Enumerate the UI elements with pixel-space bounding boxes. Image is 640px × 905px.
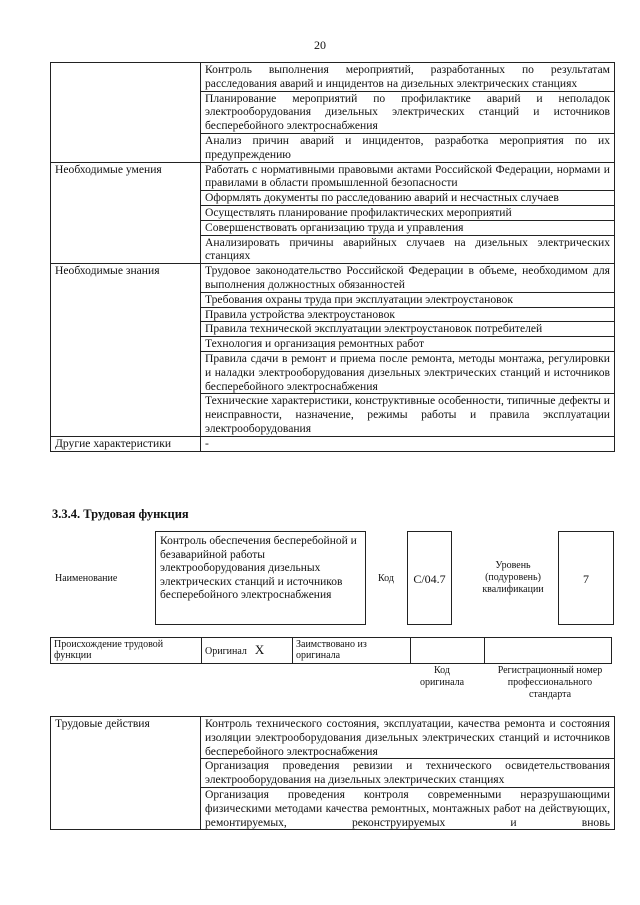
- original-mark: X: [254, 642, 265, 657]
- table-cell: -: [201, 436, 615, 451]
- code-original-label: Код оригинала: [419, 665, 465, 688]
- level-value-box: 7: [558, 531, 614, 625]
- row-label-other: Другие характеристики: [51, 436, 201, 451]
- code-value-box: С/04.7: [407, 531, 452, 625]
- row-label-knowledge: Необходимые знания: [51, 264, 201, 437]
- table-cell: Правила сдачи в ремонт и приема после ремонта, методы монтажа, регулировки и наладки электрооборудования дизельных электрических станций и источников бесперебойного электроснабжения: [201, 351, 615, 393]
- table-cell: Контроль технического состояния, эксплуатации, качества ремонта и состояния изоляции электрооборудования дизельных электрических станций и источников бесперебойного электроснабжения: [201, 717, 615, 759]
- table-cell: Технические характеристики, конструктивные особенности, типичные дефекты и неисправности, назначение, режимы работы и правила эксплуатации электрооборудования: [201, 394, 615, 436]
- table-cell: Контроль выполнения мероприятий, разработанных по результатам расследования аварий и инцидентов на дизельных электрических станциях: [201, 63, 615, 92]
- table-cell: Правила технической эксплуатации электроустановок потребителей: [201, 322, 615, 337]
- level-label: Уровень (подуровень) квалификации: [482, 560, 544, 595]
- table-cell: Правила устройства электроустановок: [201, 307, 615, 322]
- table-cell: Осуществлять планирование профилактических мероприятий: [201, 205, 615, 220]
- table-row: [51, 264, 615, 293]
- original-cell: [202, 638, 293, 664]
- table-cell: Планирование мероприятий по профилактике аварий и неполадок электрооборудования дизельных электрических станций и источников бесперебойного электроснабжения: [201, 91, 615, 133]
- table-row: [51, 63, 615, 92]
- code-label: Код: [378, 573, 394, 584]
- code-original-cell: [411, 638, 485, 664]
- row-label-skills: Необходимые умения: [51, 162, 201, 264]
- table-cell: Организация проведения контроля современными неразрушающими физическими методами качества ремонтных, монтажных работ на действующих, ремонтируемых, реконструируемых и вновь: [201, 787, 615, 829]
- row-label: [51, 63, 201, 163]
- table-cell: Организация проведения ревизии и технического освидетельствования электрооборудования на дизельных электрических станциях: [201, 759, 615, 788]
- reg-number-label: Регистрационный номер профессионального стандарта: [497, 665, 603, 700]
- origin-label: Происхождение трудовой функции: [51, 638, 202, 664]
- function-name-box: Контроль обеспечения бесперебойной и безаварийной работы электрооборудования дизельных электрических станций и источников бесперебойного электроснабжения: [155, 531, 366, 625]
- origin-table: [50, 637, 612, 664]
- reg-number-cell: [485, 638, 612, 664]
- section-heading: 3.3.4. Трудовая функция: [52, 507, 189, 521]
- table-row: [51, 436, 615, 451]
- page-number: 20: [314, 38, 326, 52]
- table-cell: Работать с нормативными правовыми актами Российской Федерации, нормами и правилами в области промышленной безопасности: [201, 162, 615, 191]
- name-label: Наименование: [55, 573, 118, 584]
- table-row: [51, 162, 615, 191]
- table-cell: Требования охраны труда при эксплуатации электроустановок: [201, 292, 615, 307]
- labor-actions-table: [50, 716, 615, 830]
- table-row: [51, 638, 612, 664]
- table-cell: Анализ причин аварий и инцидентов, разработка мероприятия по их предупреждению: [201, 133, 615, 162]
- table-row: [51, 717, 615, 759]
- table-cell: Оформлять документы по расследованию аварий и несчастных случаев: [201, 191, 615, 206]
- borrowed-label: Заимствовано из оригинала: [293, 638, 411, 664]
- table-cell: Совершенствовать организацию труда и управления: [201, 220, 615, 235]
- row-label-actions: Трудовые действия: [51, 717, 201, 830]
- table-cell: Трудовое законодательство Российской Федерации в объеме, необходимом для выполнения должностных обязанностей: [201, 264, 615, 293]
- competencies-table: [50, 62, 615, 452]
- table-cell: Технология и организация ремонтных работ: [201, 337, 615, 352]
- original-label: Оригинал: [205, 646, 247, 657]
- table-cell: Анализировать причины аварийных случаев на дизельных электрических станциях: [201, 235, 615, 264]
